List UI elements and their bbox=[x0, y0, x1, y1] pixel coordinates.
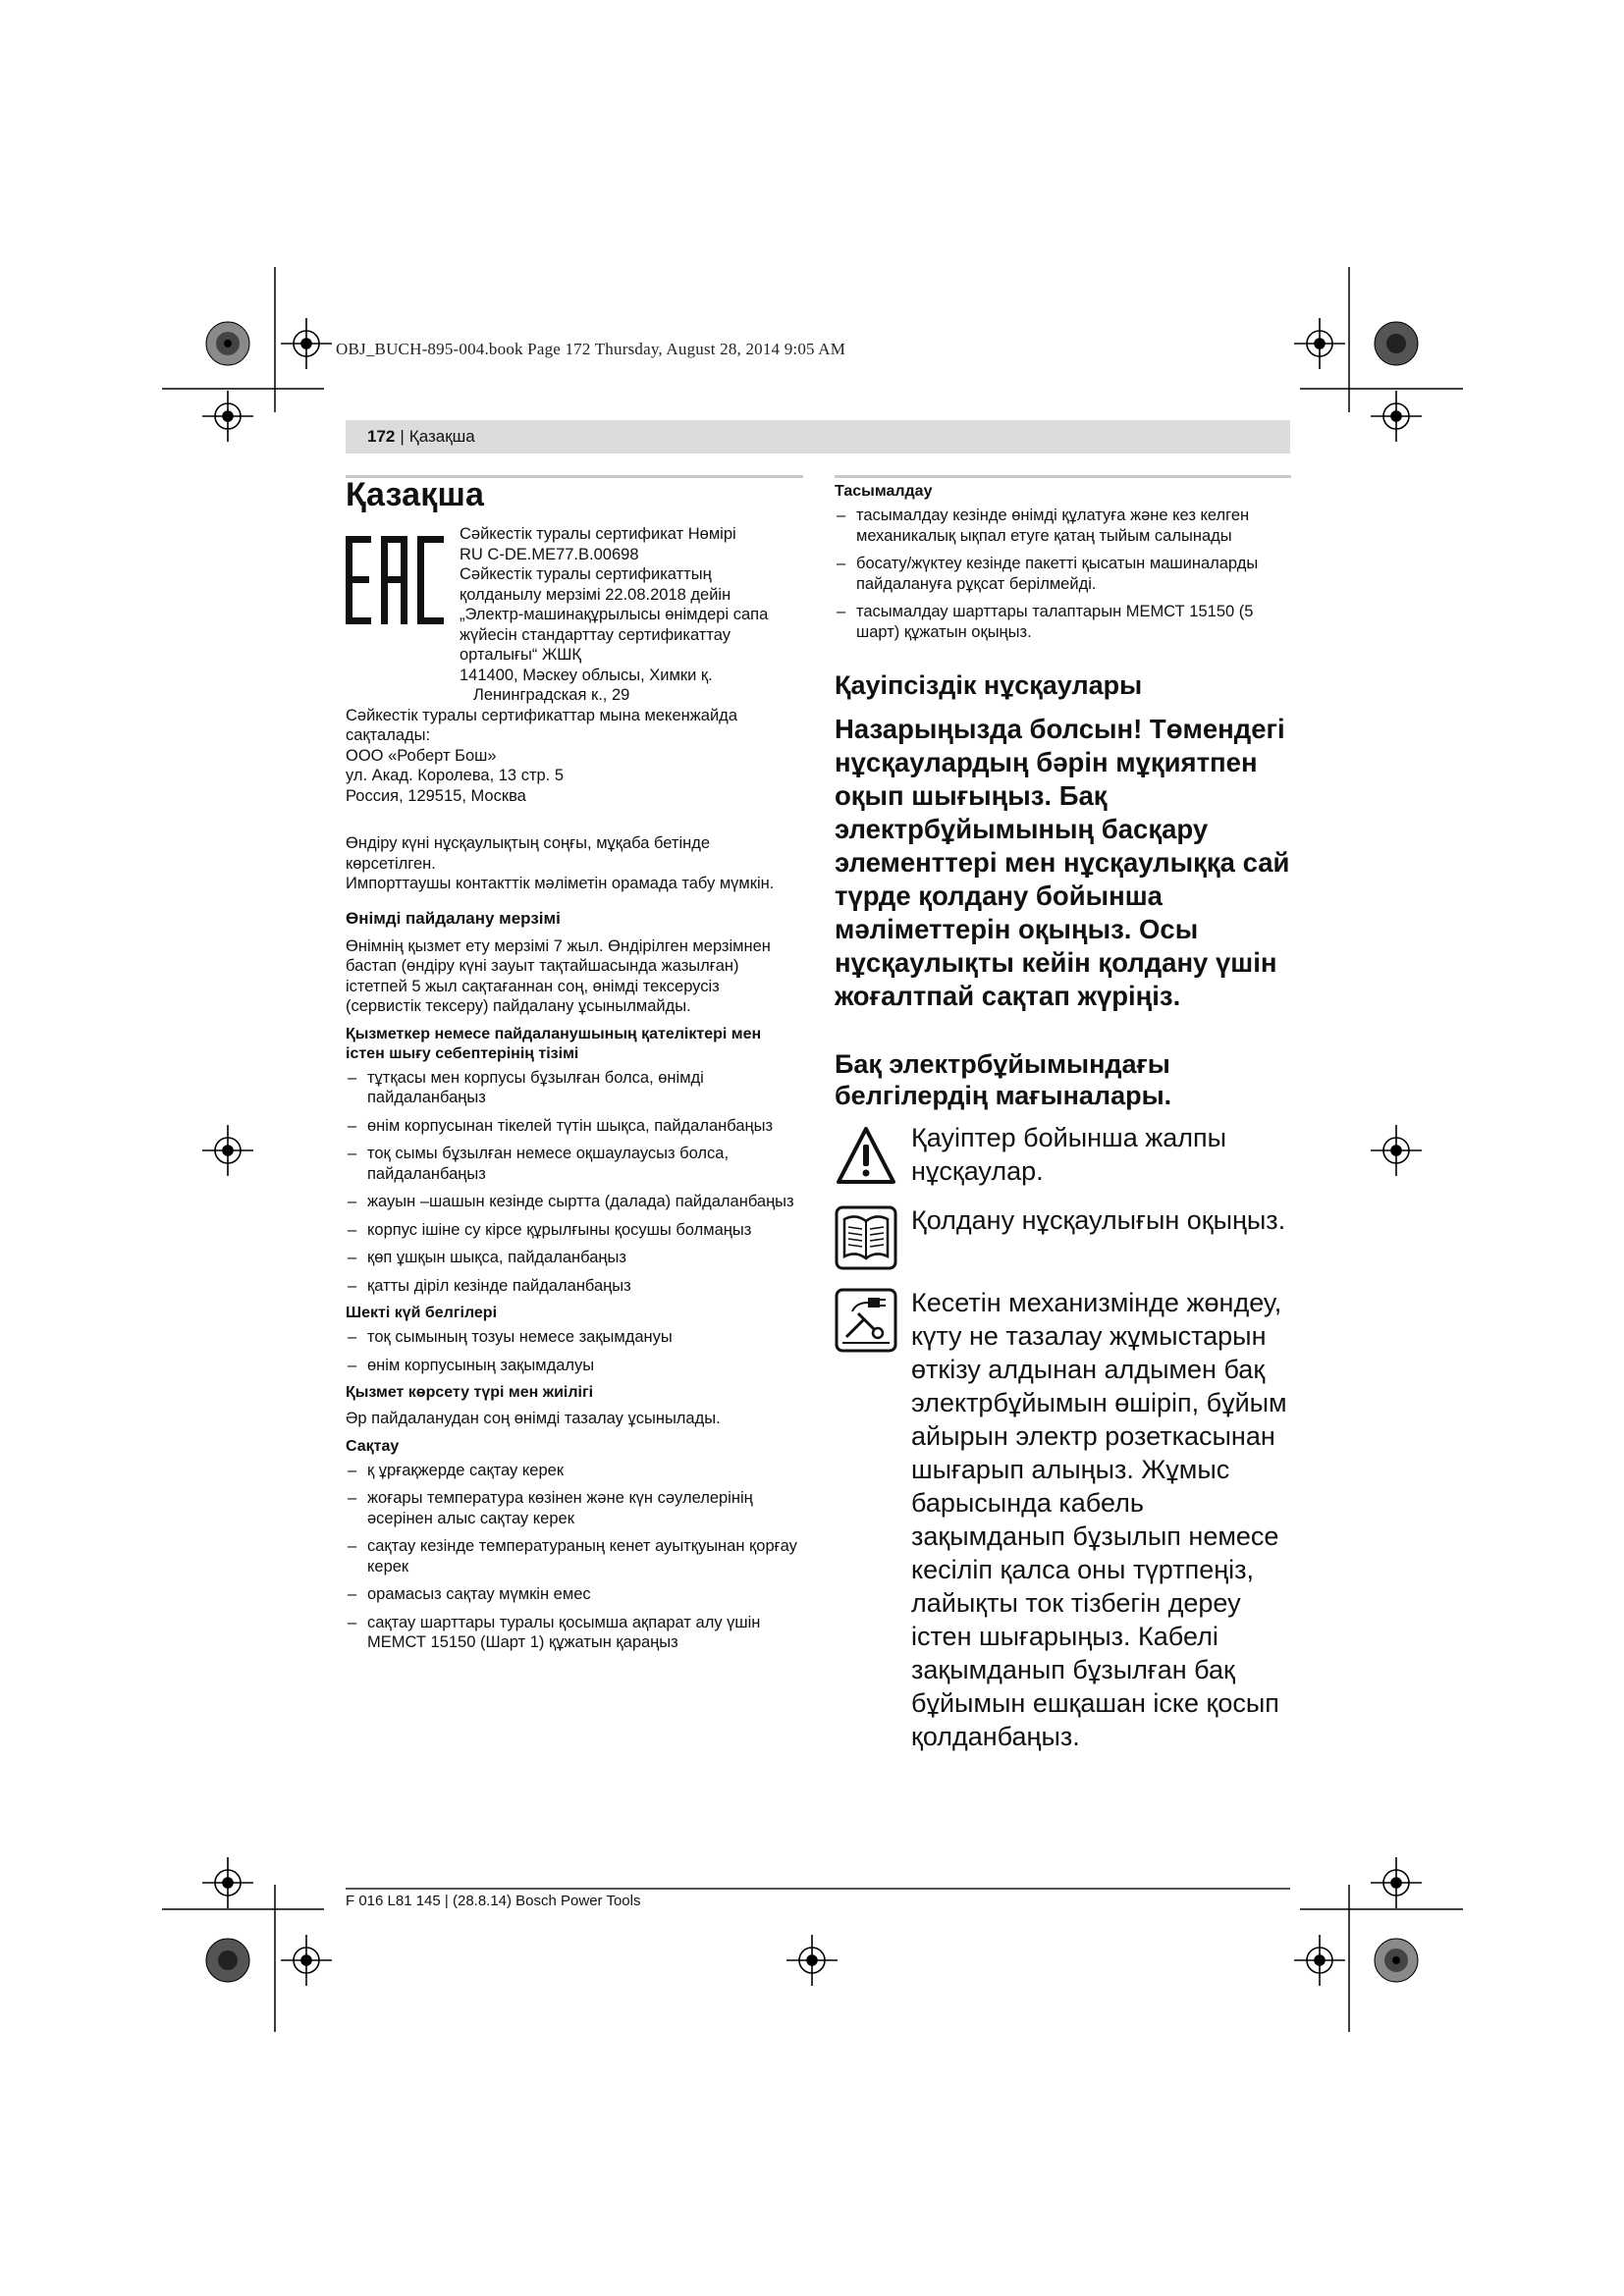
list-item: – сақтау шарттары туралы қосымша ақпарат алу үшін МЕМСТ 15150 (Шарт 1) құжатын қараңыз bbox=[346, 1613, 803, 1653]
lifetime-block bbox=[346, 936, 803, 1017]
production-line: көрсетілген. bbox=[346, 854, 436, 873]
page-header bbox=[346, 420, 1290, 454]
list-item: – өнім корпусының зақымдалуы bbox=[346, 1356, 803, 1376]
storage-heading: Сақтау bbox=[346, 1437, 400, 1455]
lifetime-line: бастап (өндіру күні зауыт тақтайшасында жазылған) bbox=[346, 957, 739, 975]
list-item: – қ ұрғақжерде сақтау керек bbox=[346, 1461, 803, 1481]
page-footer: F 016 L81 145 | (28.8.14) Bosch Power Tools bbox=[346, 1893, 641, 1909]
safety-heading: Қауіпсіздік нұсқаулары bbox=[835, 670, 1143, 700]
cert-line: қолданылу мерзімі 22.08.2018 дейін bbox=[460, 585, 731, 604]
lifetime-heading: Өнімді пайдалану мерзімі bbox=[346, 908, 561, 928]
symbol-text: Кесетін механизмінде жөндеу, күту не тазалау жұмыстарын өткізу алдынан алдымен бақ электрбұйымын өшіріп, бұйым айырын электр розеткасынан шығарып алыңыз. Жұмыс барысында кабель зақымданып бұзылып немесе кесіліп қалса оны түртпеңіз, лайықты ток тізбегін дереу істен шығарыңыз. Кабелі зақымданып бұзылған бақ бұйымын ешқашан іске қосып қолданбаңыз. bbox=[911, 1288, 1287, 1751]
cert-line: 141400, Мәскеу облысы, Химки қ. bbox=[460, 666, 713, 684]
symbols-heading: Бақ электрбұйымындағы белгілердің мағыналары. bbox=[835, 1049, 1172, 1110]
address-line: Россия, 129515, Москва bbox=[346, 786, 526, 805]
warning-triangle-icon bbox=[835, 1121, 897, 1194]
address-line: Сәйкестік туралы сертификаттар мына мекенжайда bbox=[346, 706, 737, 724]
transport-heading: Тасымалдау bbox=[835, 483, 933, 500]
unplug-before-maintenance-icon bbox=[835, 1286, 897, 1359]
cert-line: орталығы“ ЖШҚ bbox=[460, 646, 581, 664]
limit-heading: Шекті күй белгілері bbox=[346, 1305, 498, 1321]
cert-line: Ленинградская к., 29 bbox=[473, 686, 630, 704]
address-line: ул. Акад. Королева, 13 стр. 5 bbox=[346, 767, 565, 784]
address-line: сақталады: bbox=[346, 726, 431, 744]
list-item: – тоқ сымы бұзылған немесе оқшаулаусыз болса, пайдаланбаңыз bbox=[346, 1144, 803, 1184]
right-column bbox=[835, 476, 1291, 1753]
storage-list bbox=[346, 1461, 803, 1653]
list-item: – босату/жүктеу кезінде пакетті қысатын машиналарды пайдалануға рұқсат берілмейді. bbox=[835, 554, 1291, 594]
cert-line: Сәйкестік туралы сертификаттың bbox=[460, 565, 712, 583]
symbol-text: Қауіптер бойынша жалпы нұсқаулар. bbox=[911, 1123, 1227, 1186]
cert-line: „Электр-машинақұрылысы өнімдері сапа bbox=[460, 606, 769, 623]
lifetime-line: істетпей 5 жыл сақтағаннан соң, өнімді тексерусіз bbox=[346, 977, 720, 995]
list-item: – тасымалдау кезінде өнімді құлатуға және кез келген механикалық ықпал етуге қатаң тыйым салынады bbox=[835, 506, 1291, 546]
list-item: – тұтқасы мен корпусы бұзылған болса, өнімді пайдаланбаңыз bbox=[346, 1068, 803, 1108]
list-item: – жоғары температура көзінен және күн сәулелерінің әсерінен алыс сақтау керек bbox=[346, 1488, 803, 1528]
symbol-row-read-manual bbox=[835, 1203, 1291, 1276]
warning-text: Назарыңызда болсын! Төмендегі нұсқаулардың бәрін мұқиятпен оқып шығыңыз. Бақ электрбұйымының басқару элементтері мен нұсқаулыққа сай түрде қолдану бойынша мәліметтерін оқыңыз. Осы нұсқаулықты кейін қолдану үшін жоғалтпай сақтап жүріңіз. bbox=[835, 714, 1290, 1011]
production-block bbox=[346, 833, 803, 894]
eac-logo-icon bbox=[346, 536, 444, 624]
print-info-line: OBJ_BUCH-895-004.book Page 172 Thursday, August 28, 2014 9:05 AM bbox=[336, 340, 846, 358]
list-item: – тасымалдау шарттары талаптарын МЕМСТ 15150 (5 шарт) құжатын оқыңыз. bbox=[835, 602, 1291, 642]
cert-line: Сәйкестік туралы сертификат Нөмірі bbox=[460, 525, 736, 543]
list-item: – қөп ұшқын шықса, пайдаланбаңыз bbox=[346, 1248, 803, 1268]
header-section: Қазақша bbox=[408, 427, 475, 446]
list-item: – орамасыз сақтау мүмкін емес bbox=[346, 1584, 803, 1605]
symbol-row-general-warning bbox=[835, 1121, 1291, 1194]
lifetime-line: (сервистік тексеру) пайдалану ұсынылмайды. bbox=[346, 997, 691, 1015]
list-item: – тоқ сымының тозуы немесе зақымдануы bbox=[346, 1327, 803, 1348]
production-line: Импорттаушы контакттік мәліметін орамада табу мүмкін. bbox=[346, 875, 775, 892]
page-number: 172 bbox=[367, 427, 396, 446]
list-item: – өнім корпусынан тікелей түтін шықса, пайдаланбаңыз bbox=[346, 1116, 803, 1137]
footer-rule bbox=[346, 1888, 1290, 1890]
list-item: – жауын –шашын кезінде сыртта (далада) пайдаланбаңыз bbox=[346, 1192, 803, 1212]
service-text: Әр пайдаланудан соң өнімді тазалау ұсынылады. bbox=[346, 1410, 721, 1427]
language-title: Қазақша bbox=[346, 476, 485, 513]
symbol-text: Қолдану нұсқаулығын оқыңыз. bbox=[911, 1205, 1286, 1235]
address-block bbox=[346, 706, 803, 807]
failure-heading: Қызметкер немесе пайдаланушының қателіктері мен істен шығу себептерінің тізімі bbox=[346, 1025, 762, 1062]
read-manual-icon bbox=[835, 1203, 897, 1276]
address-line: ООО «Роберт Бош» bbox=[346, 746, 497, 765]
list-item: – корпус ішіне су кірсе құрылғыны қосушы болмаңыз bbox=[346, 1220, 803, 1241]
left-column bbox=[346, 476, 803, 1661]
cert-line: жүйесін стандарттау сертификаттау bbox=[460, 625, 731, 644]
lifetime-line: Өнімнің қызмет ету мерзімі 7 жыл. Өндірілген мерзімнен bbox=[346, 936, 771, 955]
cert-line: RU C-DE.ME77.B.00698 bbox=[460, 545, 639, 563]
transport-list bbox=[835, 506, 1291, 642]
production-line: Өндіру күні нұсқаулықтың соңғы, мұқаба бетінде bbox=[346, 834, 711, 852]
limit-list bbox=[346, 1327, 803, 1375]
certificate-text bbox=[460, 524, 768, 706]
header-separator: | bbox=[400, 427, 405, 446]
service-heading: Қызмет көрсету түрі мен жиілігі bbox=[346, 1384, 594, 1401]
symbol-row-unplug bbox=[835, 1286, 1291, 1753]
certificate-block bbox=[346, 524, 803, 706]
list-item: – сақтау кезінде температураның кенет ауытқуынан қорғау керек bbox=[346, 1536, 803, 1576]
list-item: – қатты діріл кезінде пайдаланбаңыз bbox=[346, 1276, 803, 1297]
failure-list bbox=[346, 1068, 803, 1297]
